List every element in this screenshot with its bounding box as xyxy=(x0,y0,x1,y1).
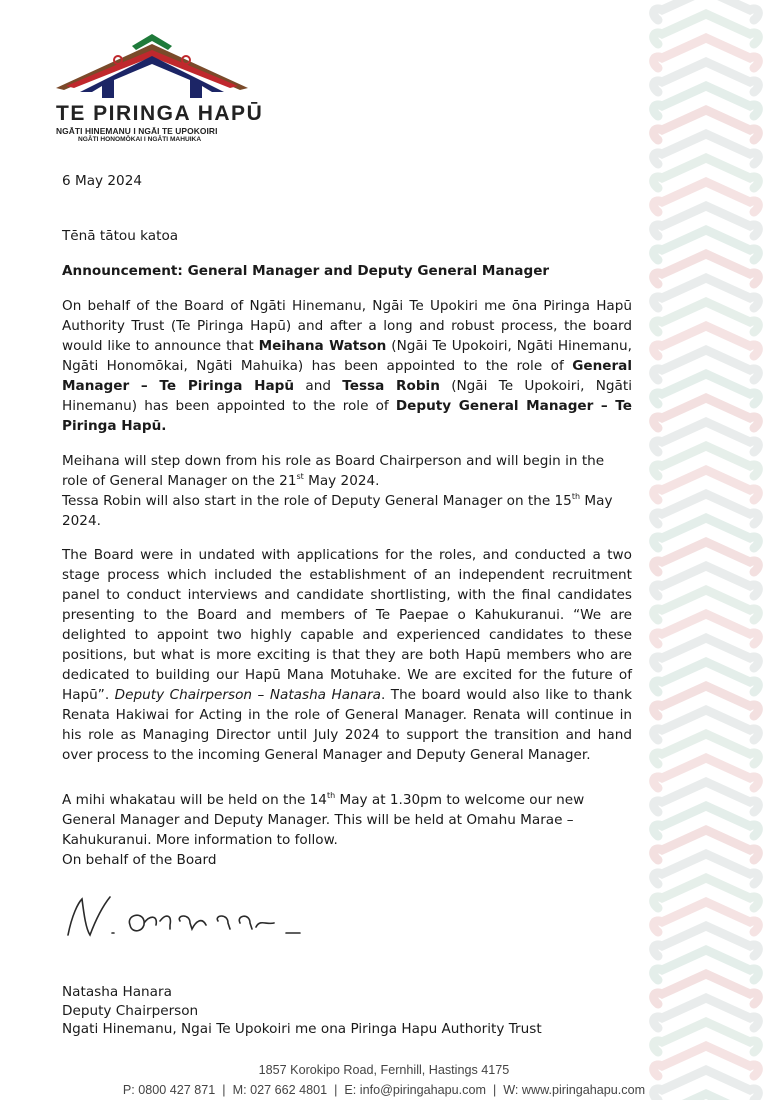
text: On behalf of the Board of Ngāti Hinemanu, Ngāi Te Upokiri me ōna Piringa Hapū Authority Trust (Te Piringa Hapū) and after a long and robust process, the board would like to announce that xyxy=(62,298,632,354)
paragraph-appointments xyxy=(62,296,632,436)
logo xyxy=(52,30,264,143)
paragraph-start-date-gm xyxy=(62,451,632,491)
announcement-heading: Announcement: General Manager and Deputy General Manager xyxy=(62,263,550,279)
logo-subtitle: NGĀTI HONOMŌKAI I NGĀTI MAHUIKA xyxy=(78,136,202,143)
text: May 2024. xyxy=(62,493,613,529)
bold-name: Meihana Watson xyxy=(258,338,387,354)
text: The Board were in undated with applications for the roles, and conducted a two stage process which included the establishment of an independent recruitment panel to conduct interviews and candidate shortlisting, with the final candidates presenting to the Board and members of Te Paepae o Kahukuranui. “We are delighted to appoint two highly capable and experienced candidates to these positions, but what is more exciting is that they are both Hapū members who are dedicated to building our Hapū Mana Motuhake. We are excited for the future of Hapū”. xyxy=(62,547,632,703)
paragraph-process xyxy=(62,545,632,765)
logo-title: TE PIRINGA HAPŪ xyxy=(56,102,264,125)
decorative-chevron-border xyxy=(640,0,768,1100)
letter-date: 6 May 2024 xyxy=(62,173,142,189)
bold-role: General Manager – Te Piringa Hapū xyxy=(62,358,632,394)
closing: On behalf of the Board xyxy=(62,852,217,868)
signature xyxy=(60,885,380,950)
footer-address: 1857 Korokipo Road, Fernhill, Hastings 4175 xyxy=(258,1063,510,1077)
text: (Ngāi Te Upokoiri, Ngāti Hinemanu) has been appointed to the role of xyxy=(62,378,632,414)
meeting-house-roof-icon xyxy=(52,30,252,100)
greeting: Tēnā tātou katoa xyxy=(62,228,179,244)
paragraph-mihi-whakatau xyxy=(62,790,632,850)
ordinal: st xyxy=(296,472,304,481)
quote-attribution: Deputy Chairperson – Natasha Hanara xyxy=(114,687,381,703)
text: Meihana will step down from his role as Board Chairperson and will begin in the role of General Manager on the 21 xyxy=(62,453,605,489)
text: and xyxy=(294,378,343,394)
signatory-title: Deputy Chairperson xyxy=(62,1003,199,1019)
text: . The board would also like to thank Renata Hakiwai for Acting in the role of General Manager. Renata will continue in his role as Managing Director until July 2024 to support the transition and hand over process to the incoming General Manager and Deputy General Manager. xyxy=(62,687,632,763)
signatory-name: Natasha Hanara xyxy=(62,984,172,1000)
footer-contact: P: 0800 427 871 | M: 027 662 4801 | E: info@piringahapu.com | W: www.piringahapu.com xyxy=(122,1083,646,1097)
bold-role: Deputy General Manager – Te Piringa Hapū. xyxy=(62,398,632,434)
paragraph-start-date-dgm xyxy=(62,491,632,531)
ordinal: th xyxy=(571,492,581,501)
text: May 2024. xyxy=(303,473,380,489)
signatory-organisation: Ngati Hinemanu, Ngai Te Upokoiri me ona Piringa Hapu Authority Trust xyxy=(62,1021,542,1037)
text: Tessa Robin will also start in the role of Deputy General Manager on the 15 xyxy=(62,493,572,509)
ordinal: th xyxy=(326,791,336,800)
logo-subtitle: NGĀTI HINEMANU I NGĀI TE UPOKOIRI xyxy=(56,126,218,136)
text: A mihi whakatau will be held on the 14 xyxy=(62,792,327,808)
text: (Ngāi Te Upokoiri, Ngāti Hinemanu, Ngāti Honomōkai, Ngāti Mahuika) has been appointed to the role of xyxy=(62,338,632,374)
bold-name: Tessa Robin xyxy=(342,378,440,394)
text: May at 1.30pm to welcome our new General Manager and Deputy Manager. This will be held at Omahu Marae – Kahukuranui. More information to follow. xyxy=(62,792,585,848)
